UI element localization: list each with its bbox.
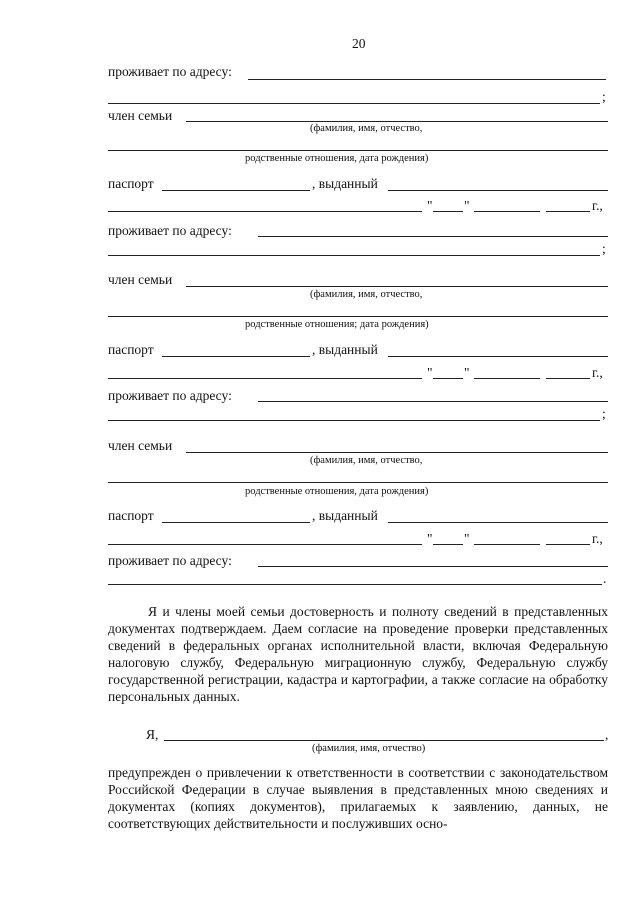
family-member-label: член семьи <box>108 438 173 453</box>
year-line[interactable] <box>546 211 590 212</box>
semicolon: ; <box>602 406 606 421</box>
family-member-label: член семьи <box>108 272 173 287</box>
fio-full-caption: (фамилия, имя, отчество) <box>312 743 426 754</box>
address-label: проживает по адресу: <box>108 223 232 238</box>
issued-by-line[interactable] <box>388 356 608 357</box>
month-line[interactable] <box>474 211 540 212</box>
address-line-2[interactable] <box>108 420 600 421</box>
fio-caption: (фамилия, имя, отчество, <box>310 123 423 134</box>
passport-label: паспорт <box>108 508 154 523</box>
relation-line[interactable] <box>108 316 608 317</box>
quote-open: " <box>427 531 433 546</box>
family-member-line[interactable] <box>186 286 608 287</box>
relation-line[interactable] <box>108 482 608 483</box>
issued-by-line-2[interactable] <box>108 544 422 545</box>
address-label: проживает по адресу: <box>108 388 232 403</box>
quote-close: " <box>464 198 470 213</box>
declarant-name-line[interactable] <box>164 740 604 741</box>
quote-open: " <box>427 365 433 380</box>
address-line[interactable] <box>258 236 608 237</box>
declaration-paragraph: предупрежден о привлечении к ответственности в соответствии с законодательством Российской Федерации в случае выявления в представленных мною сведениях и документах (копиях документов), прилагаемых к заявлению, данных, не соответствующих действительности и послуживших осно- <box>108 765 608 831</box>
issued-by-line-2[interactable] <box>108 211 422 212</box>
family-member-label: член семьи <box>108 108 173 123</box>
issued-by-line[interactable] <box>388 522 608 523</box>
month-line[interactable] <box>474 378 540 379</box>
passport-label: паспорт <box>108 342 154 357</box>
period: . <box>603 571 607 586</box>
address-line-2[interactable] <box>108 255 600 256</box>
family-member-line[interactable] <box>186 121 608 122</box>
issued-label: , выданный <box>312 342 378 357</box>
fio-caption: (фамилия, имя, отчество, <box>310 289 423 300</box>
relation-caption: родственные отношения, дата рождения) <box>245 486 429 497</box>
day-line[interactable] <box>433 378 463 379</box>
year-line[interactable] <box>546 378 590 379</box>
year-label: г., <box>592 531 603 546</box>
semicolon: ; <box>602 241 606 256</box>
passport-number-line[interactable] <box>162 356 310 357</box>
month-line[interactable] <box>474 544 540 545</box>
quote-open: " <box>427 198 433 213</box>
address-label: проживает по адресу: <box>108 553 232 568</box>
address-line[interactable] <box>258 566 608 567</box>
semicolon: ; <box>602 89 606 104</box>
address-label: проживает по адресу: <box>108 64 232 79</box>
consent-paragraph: Я и члены моей семьи достоверность и полноту сведений в представленных документах подтверждаем. Даем согласие на проведение проверки представленных сведений в федеральных органах исполнительной власти, включая Федеральную налоговую службу, Федеральную миграционную службу, Федеральную службу государственной регистрации, кадастра и картографии, а также согласие на обработку персональных данных. <box>108 604 608 704</box>
address-line-2[interactable] <box>108 103 600 104</box>
quote-close: " <box>464 531 470 546</box>
day-line[interactable] <box>433 211 463 212</box>
declaration-ya: Я, <box>146 727 159 742</box>
address-line[interactable] <box>248 79 606 80</box>
passport-label: паспорт <box>108 176 154 191</box>
relation-caption: родственные отношения; дата рождения) <box>245 319 429 330</box>
quote-close: " <box>464 365 470 380</box>
year-label: г., <box>592 198 603 213</box>
issued-label: , выданный <box>312 176 378 191</box>
year-line[interactable] <box>546 544 590 545</box>
passport-number-line[interactable] <box>162 190 310 191</box>
address-line-2[interactable] <box>108 584 602 585</box>
day-line[interactable] <box>433 544 463 545</box>
fio-caption: (фамилия, имя, отчество, <box>310 455 423 466</box>
comma: , <box>605 727 609 742</box>
relation-line[interactable] <box>108 150 608 151</box>
page-number: 20 <box>352 36 366 51</box>
issued-by-line[interactable] <box>388 190 608 191</box>
issued-by-line-2[interactable] <box>108 378 422 379</box>
relation-caption: родственные отношения, дата рождения) <box>245 153 429 164</box>
address-line[interactable] <box>258 401 608 402</box>
passport-number-line[interactable] <box>162 522 310 523</box>
issued-label: , выданный <box>312 508 378 523</box>
family-member-line[interactable] <box>186 452 608 453</box>
year-label: г., <box>592 365 603 380</box>
